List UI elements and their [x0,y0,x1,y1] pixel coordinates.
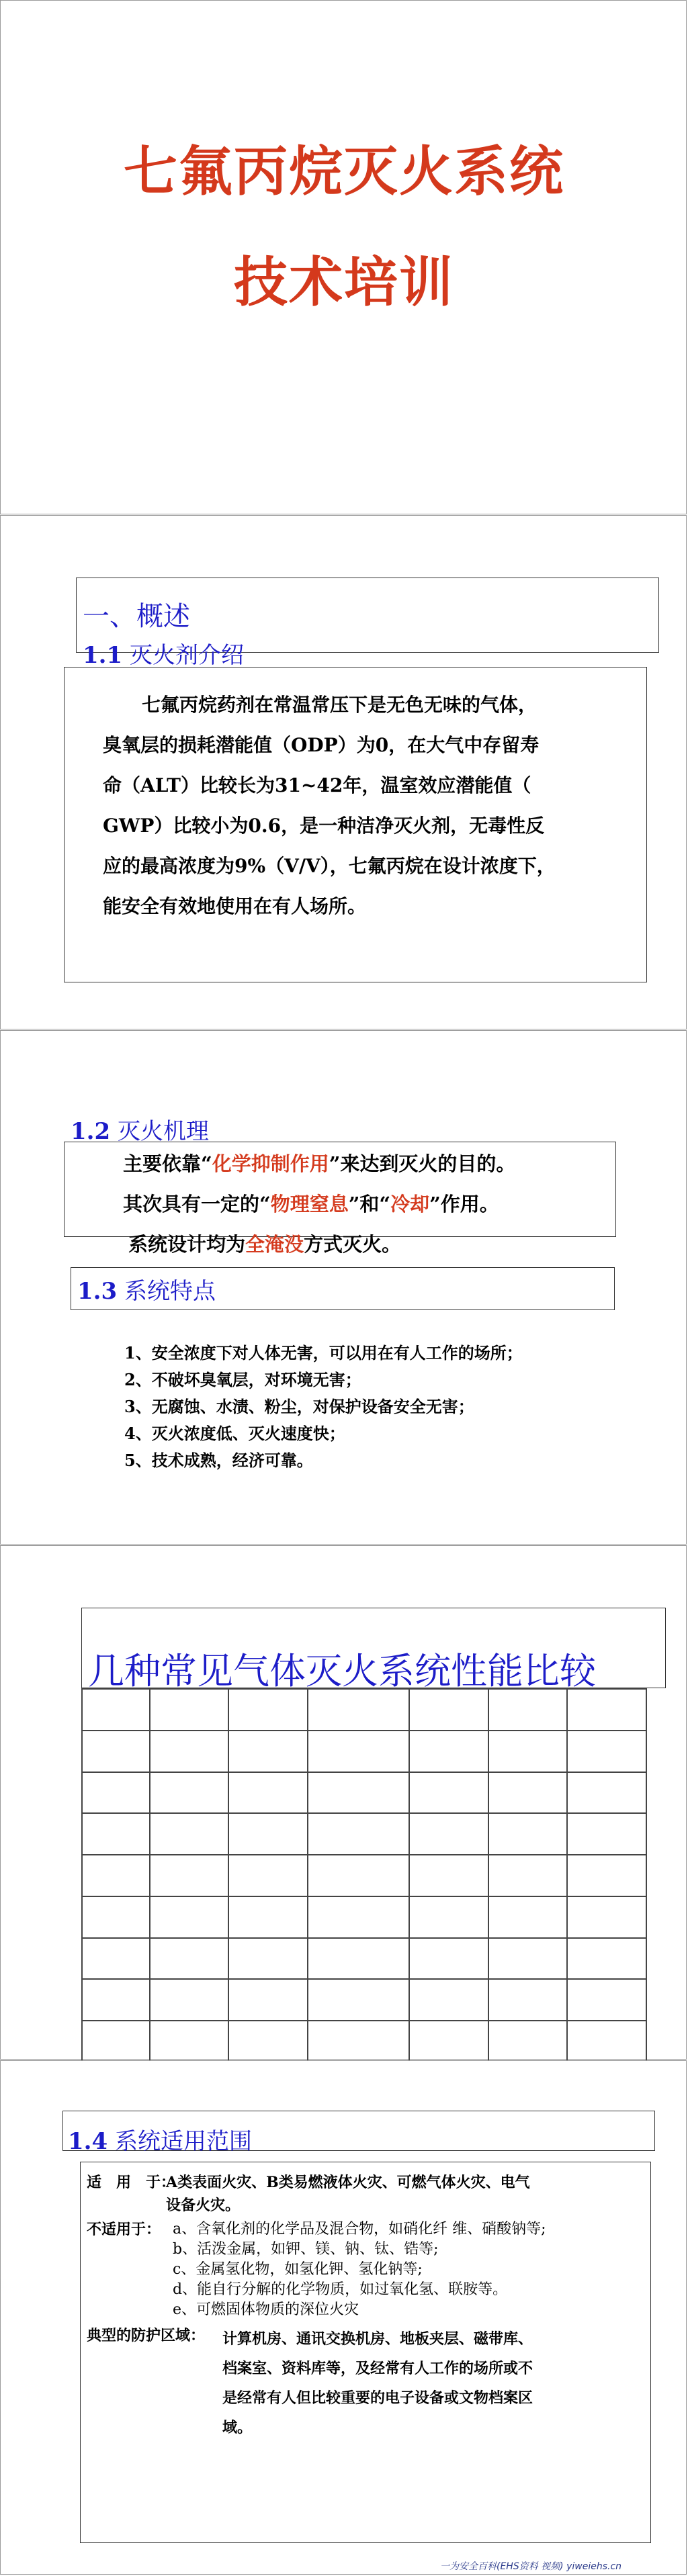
table-cell [308,2021,409,2062]
table-cell [82,1938,150,1980]
table-cell [409,1689,488,1731]
table-cell [82,1896,150,1938]
subsection-label: 灭火剂介绍 [129,642,244,669]
table-cell [82,1813,150,1855]
intro-line-2: 臭氧层的损耗潜能值（ODP）为0，在大气中存留寿 [103,734,540,756]
table-row [82,1731,646,1772]
mechanism-line-3: 系统设计均为全淹没方式灭火。 [128,1233,402,1256]
table-cell [228,1855,308,1896]
table-cell [488,1813,568,1855]
table-cell [488,1938,568,1980]
table-cell [488,1731,568,1772]
table-cell [567,1689,646,1731]
table-cell [488,1772,568,1814]
scope-title [68,2123,252,2156]
intro-line-1: 七氟丙烷药剂在常温常压下是无色无味的气体， [142,694,538,716]
comparison-table [81,1688,647,2063]
typical-line-2: 档案室、资料库等，及经常有人工作的场所或不 [222,2360,533,2377]
table-cell [488,1689,568,1731]
table-cell [308,1813,409,1855]
subsection-number: 1.1 [83,642,123,669]
features-label: 系统特点 [124,1278,216,1305]
table-cell [567,1979,646,2021]
table-cell [82,2021,150,2062]
table-cell [567,1772,646,1814]
table-row [82,1896,646,1938]
table-cell [82,1731,150,1772]
intro-line-5: 应的最高浓度为9%（V/V），七氟丙烷在设计浓度下， [103,855,556,877]
table-cell [488,1896,568,1938]
table-cell [150,1689,229,1731]
applicable-label: 适 用 于： [87,2174,176,2191]
table-cell [228,1979,308,2021]
typical-label: 典型的防护区域： [87,2327,206,2344]
table-cell [82,1689,150,1731]
keyword-cooling: 冷却 [390,1193,430,1215]
table-cell [409,1938,488,1980]
table-cell [567,1938,646,1980]
table-cell [150,1938,229,1980]
not-applicable-a: a、含氧化剂的化学品及混合物，如硝化纤 维、硝酸钠等; [173,2221,546,2238]
applicable-line-1: A类表面火灾、B类易燃液体火灾、可燃气体火灾、电气 [166,2174,530,2191]
table-cell [567,1896,646,1938]
mechanism-title [71,1113,209,1146]
scope-number: 1.4 [68,2128,108,2155]
intro-line-6: 能安全有效地使用在有人场所。 [103,895,367,917]
table-cell [409,1979,488,2021]
not-applicable-label: 不适用于： [87,2221,161,2238]
table-cell [308,1979,409,2021]
table-cell [150,1896,229,1938]
table-cell [82,1772,150,1814]
table-row [82,1689,646,1731]
table-cell [409,2021,488,2062]
table-cell [308,1938,409,1980]
mechanism-number: 1.2 [71,1118,111,1145]
table-cell [228,1731,308,1772]
table-cell [409,1813,488,1855]
table-cell [150,1813,229,1855]
table-cell [488,1855,568,1896]
table-row [82,2021,646,2062]
table-row [82,1938,646,1980]
table-cell [308,1689,409,1731]
keyword-chemical: 化学抑制作用 [212,1152,329,1175]
table-row [82,1979,646,2021]
intro-line-3: 命（ALT）比较长为31~42年，温室效应潜能值（ [103,774,531,796]
table-cell [228,1896,308,1938]
title-line-2: 技术培训 [234,251,454,314]
title-line-1: 七氟丙烷灭火系统 [124,140,564,203]
feature-5: 5、技术成熟，经济可靠。 [124,1451,313,1470]
feature-4: 4、灭火浓度低、灭火速度快； [124,1424,345,1443]
applicable-line-2: 设备火灾。 [166,2197,241,2214]
table-cell [567,1731,646,1772]
table-row [82,1772,646,1814]
table-cell [409,1731,488,1772]
not-applicable-d: d、能自行分解的化学物质，如过氧化氢、联胺等。 [173,2281,508,2298]
slide-overview [0,515,687,1029]
table-cell [82,1979,150,2021]
table-cell [150,1772,229,1814]
table-row [82,1855,646,1896]
table-row [82,1813,646,1855]
table-cell [308,1731,409,1772]
table-cell [567,2021,646,2062]
subsection-title [83,637,244,670]
mechanism-line-2: 其次具有一定的“物理窒息”和“冷却”作用。 [123,1193,499,1215]
footer-watermark: 一为安全百科(EHS资料 视频) yiweiehs.cn [440,2561,622,2572]
table-cell [308,1896,409,1938]
table-cell [228,2021,308,2062]
intro-line-4: GWP）比较小为0.6，是一种洁净灭火剂，无毒性反 [103,815,545,837]
not-applicable-c: c、金属氢化物，如氢化钾、氢化钠等; [173,2261,423,2278]
table-cell [488,1979,568,2021]
table-cell [150,1855,229,1896]
table-cell [228,1689,308,1731]
typical-line-1: 计算机房、通讯交换机房、地板夹层、磁带库、 [222,2330,533,2348]
typical-line-3: 是经常有人但比较重要的电子设备或文物档案区 [222,2389,533,2407]
slide-title [0,0,687,514]
table-cell [228,1938,308,1980]
table-cell [567,1813,646,1855]
table-cell [308,1772,409,1814]
slide-mechanism [0,1030,687,1545]
table-cell [567,1855,646,1896]
section-title: 一、概述 [83,601,190,632]
keyword-total-flooding: 全淹没 [245,1233,304,1256]
mechanism-line-1: 主要依靠“化学抑制作用”来达到灭火的目的。 [123,1152,516,1175]
feature-1: 1、安全浓度下对人体无害，可以用在有人工作的场所； [124,1343,523,1363]
features-title [77,1273,216,1305]
table-cell [308,1855,409,1896]
table-cell [488,2021,568,2062]
table-cell [228,1813,308,1855]
comparison-title: 几种常见气体灭火系统性能比较 [88,1650,596,1692]
not-applicable-b: b、活泼金属，如钾、镁、钠、钛、锆等; [173,2241,439,2258]
features-number: 1.3 [77,1278,118,1305]
keyword-suffocation: 物理窒息 [270,1193,349,1215]
mechanism-label: 灭火机理 [117,1118,209,1145]
slide-scope [0,2060,687,2575]
typical-line-4: 域。 [222,2419,253,2436]
table-cell [150,1731,229,1772]
table-cell [228,1772,308,1814]
scope-label: 系统适用范围 [114,2128,252,2155]
table-cell [409,1855,488,1896]
slide-comparison [0,1545,687,2060]
table-cell [409,1896,488,1938]
feature-3: 3、无腐蚀、水渍、粉尘，对保护设备安全无害； [124,1397,474,1416]
table-cell [150,1979,229,2021]
table-cell [82,1855,150,1896]
table-cell [409,1772,488,1814]
table-cell [150,2021,229,2062]
not-applicable-e: e、可燃固体物质的深位火灾 [173,2301,359,2318]
feature-2: 2、不破坏臭氧层，对环境无害； [124,1370,361,1389]
